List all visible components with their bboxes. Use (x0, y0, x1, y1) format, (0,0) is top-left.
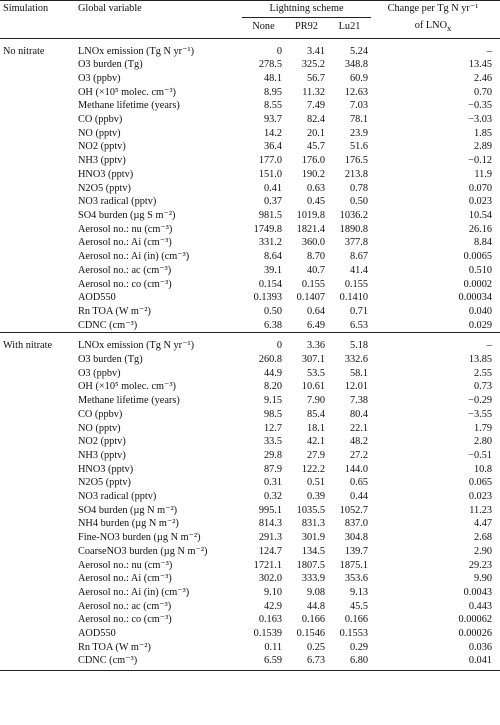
cell-lu21: 12.63 (344, 86, 368, 98)
cell-pr92: 42.1 (306, 436, 325, 448)
cell-none: 0.11 (264, 641, 282, 653)
cell-none: 981.5 (258, 209, 282, 221)
cell-change: 26.16 (468, 223, 492, 235)
cell-none: 44.9 (263, 367, 282, 379)
cell-pr92: 1807.5 (296, 559, 325, 571)
cell-change: 0.023 (468, 491, 492, 503)
table-row (0, 278, 500, 292)
cell-lu21: 353.6 (344, 573, 368, 585)
table-row (0, 422, 500, 436)
table-row (0, 195, 500, 209)
cell-lu21: 8.67 (349, 251, 368, 263)
cell-lu21: 1890.8 (339, 223, 368, 235)
cell-pr92: 6.49 (306, 319, 325, 331)
cell-change: 0.036 (468, 641, 492, 653)
cell-lu21: 23.9 (349, 127, 368, 139)
table-row (0, 367, 500, 381)
table-row (0, 435, 500, 449)
header-row-1 (0, 1, 500, 18)
cell-variable: Rn TOA (W m⁻²) (78, 641, 151, 653)
table-row (0, 250, 500, 264)
table-row (0, 45, 500, 59)
cell-pr92: 11.32 (302, 86, 325, 98)
table-row (0, 613, 500, 627)
cell-pr92: 176.0 (301, 155, 325, 167)
table-row (0, 99, 500, 113)
cell-change: −0.12 (468, 155, 492, 167)
cell-pr92: 0.39 (306, 491, 325, 503)
cell-change: 0.00034 (458, 292, 492, 304)
cell-lu21: 176.5 (344, 155, 368, 167)
cell-variable: Aerosol no.: Ai (in) (cm⁻³) (78, 251, 190, 263)
cell-variable: CoarseNO3 burden (µg N m⁻²) (78, 545, 208, 557)
cell-change: −3.03 (468, 114, 492, 126)
cell-change: 13.45 (468, 59, 492, 71)
cell-pr92: 122.2 (301, 463, 325, 475)
cell-change: 0.00026 (458, 628, 492, 640)
cell-none: 29.8 (263, 449, 282, 461)
cell-none: 302.0 (258, 573, 282, 585)
cell-none: 14.2 (263, 127, 282, 139)
cell-change: −3.55 (468, 408, 492, 420)
cell-variable: OH (×10⁵ molec. cm⁻³) (78, 381, 176, 393)
cell-pr92: 333.9 (301, 573, 325, 585)
cell-change: 8.84 (473, 237, 492, 249)
cell-pr92: 82.4 (306, 114, 325, 126)
cell-change: 0.029 (468, 319, 492, 331)
cell-change: 9.90 (473, 573, 492, 585)
cell-pr92: 7.90 (306, 395, 325, 407)
cell-lu21: 1052.7 (339, 504, 368, 516)
cell-none: 9.10 (263, 586, 282, 598)
table-row (0, 339, 500, 353)
cell-variable: NO (pptv) (78, 127, 121, 139)
header-scheme-lu21: Lu21 (338, 20, 361, 32)
cell-variable: Aerosol no.: co (cm⁻³) (78, 614, 172, 626)
table-row (0, 531, 500, 545)
cell-change: 13.85 (468, 354, 492, 366)
header-row-2 (0, 18, 500, 36)
table-row (0, 58, 500, 72)
cell-variable: CDNC (cm⁻³) (78, 655, 138, 667)
cell-pr92: 0.64 (306, 305, 325, 317)
cell-pr92: 85.4 (306, 408, 325, 420)
cell-change: 0.443 (468, 600, 492, 612)
table-row (0, 586, 500, 600)
section-label: No nitrate (3, 45, 45, 57)
table-row (0, 517, 500, 531)
table-row (0, 319, 500, 333)
cell-none: 6.38 (263, 319, 282, 331)
table-row (0, 559, 500, 573)
cell-variable: Aerosol no.: nu (cm⁻³) (78, 223, 173, 235)
cell-none: 260.8 (258, 354, 282, 366)
cell-pr92: 307.1 (301, 354, 325, 366)
cell-variable: Aerosol no.: ac (cm⁻³) (78, 264, 172, 276)
cell-change: 1.79 (473, 422, 492, 434)
cell-lu21: 22.1 (349, 422, 368, 434)
table-row (0, 72, 500, 86)
table-row (0, 209, 500, 223)
cell-pr92: 0.1407 (296, 292, 325, 304)
cell-change: 2.68 (473, 532, 492, 544)
cell-pr92: 0.63 (306, 182, 325, 194)
cell-pr92: 0.166 (301, 614, 325, 626)
cell-pr92: 8.70 (306, 251, 325, 263)
cell-pr92: 0.45 (306, 196, 325, 208)
cell-variable: AOD550 (78, 628, 116, 640)
cell-none: 12.7 (263, 422, 282, 434)
cell-pr92: 190.2 (301, 168, 325, 180)
table-row (0, 264, 500, 278)
cell-change: 0.00062 (458, 614, 492, 626)
cell-pr92: 831.3 (301, 518, 325, 530)
cell-pr92: 0.155 (301, 278, 325, 290)
cell-none: 48.1 (263, 72, 282, 84)
table-row (0, 463, 500, 477)
cell-variable: AOD550 (78, 292, 116, 304)
table-row (0, 236, 500, 250)
cell-pr92: 0.51 (306, 477, 325, 489)
cell-variable: SO4 burden (µg S m⁻²) (78, 209, 176, 221)
cell-none: 151.0 (258, 168, 282, 180)
cell-lu21: 6.80 (349, 655, 368, 667)
cell-lu21: 0.29 (349, 641, 368, 653)
cell-none: 291.3 (258, 532, 282, 544)
table-row (0, 154, 500, 168)
cell-none: 0.41 (263, 182, 282, 194)
cell-pr92: 134.5 (301, 545, 325, 557)
cell-none: 0.32 (263, 491, 282, 503)
cell-lu21: 1036.2 (339, 209, 368, 221)
cell-variable: CO (ppbv) (78, 114, 123, 126)
table-row (0, 86, 500, 100)
table-row (0, 113, 500, 127)
cell-variable: NH3 (pptv) (78, 155, 126, 167)
cell-none: 0.1393 (253, 292, 282, 304)
cell-none: 8.64 (263, 251, 282, 263)
cell-lu21: 60.9 (349, 72, 368, 84)
cell-none: 0 (276, 45, 282, 57)
cell-variable: Aerosol no.: ac (cm⁻³) (78, 600, 172, 612)
cell-pr92: 1019.8 (296, 209, 325, 221)
cell-change: 2.89 (473, 141, 492, 153)
cell-none: 8.55 (263, 100, 282, 112)
cell-lu21: 41.4 (349, 264, 368, 276)
table-row (0, 305, 500, 319)
cell-variable: Methane lifetime (years) (78, 395, 180, 407)
cell-pr92: 44.8 (306, 600, 325, 612)
cell-lu21: 0.155 (344, 278, 368, 290)
cell-lu21: 51.6 (349, 141, 368, 153)
cell-change: 0.070 (468, 182, 492, 194)
cell-variable: Rn TOA (W m⁻²) (78, 305, 151, 317)
cell-pr92: 325.2 (301, 59, 325, 71)
cell-lu21: 12.01 (344, 381, 368, 393)
cell-none: 0.37 (263, 196, 282, 208)
cell-pr92: 18.1 (306, 422, 325, 434)
cell-variable: Aerosol no.: Ai (cm⁻³) (78, 237, 172, 249)
cell-lu21: 0.78 (349, 182, 368, 194)
cell-none: 0 (276, 340, 282, 352)
section-label: With nitrate (3, 340, 53, 352)
table-row (0, 449, 500, 463)
cell-lu21: 0.44 (349, 491, 368, 503)
cell-none: 87.9 (263, 463, 282, 475)
cell-none: 0.163 (258, 614, 282, 626)
cell-lu21: 0.1410 (339, 292, 368, 304)
cell-lu21: 5.18 (349, 340, 368, 352)
cell-change: 2.80 (473, 436, 492, 448)
cell-change: 0.023 (468, 196, 492, 208)
cell-change: 4.47 (473, 518, 492, 530)
cell-none: 0.31 (263, 477, 282, 489)
table-row (0, 182, 500, 196)
cell-change: −0.51 (468, 449, 492, 461)
cell-lu21: 837.0 (344, 518, 368, 530)
cell-change: 0.0065 (463, 251, 492, 263)
cell-lu21: 0.71 (349, 305, 368, 317)
cell-variable: HNO3 (pptv) (78, 168, 134, 180)
cell-lu21: 48.2 (349, 436, 368, 448)
cell-change: −0.35 (468, 100, 492, 112)
cell-change: 0.510 (468, 264, 492, 276)
cell-change: 11.9 (474, 168, 492, 180)
cell-none: 33.5 (263, 436, 282, 448)
cell-variable: Aerosol no.: nu (cm⁻³) (78, 559, 173, 571)
cell-lu21: 7.03 (349, 100, 368, 112)
cell-none: 36.4 (263, 141, 282, 153)
cell-variable: HNO3 (pptv) (78, 463, 134, 475)
cell-pr92: 40.7 (306, 264, 325, 276)
cell-none: 42.9 (263, 600, 282, 612)
table-row (0, 572, 500, 586)
cell-lu21: 0.166 (344, 614, 368, 626)
cell-change: 10.54 (468, 209, 492, 221)
cell-none: 39.1 (263, 264, 282, 276)
cell-variable: N2O5 (pptv) (78, 477, 131, 489)
cell-variable: SO4 burden (µg N m⁻²) (78, 504, 178, 516)
cell-variable: LNOx emission (Tg N yr⁻¹) (78, 340, 195, 352)
table-row (0, 168, 500, 182)
cell-lu21: 7.38 (349, 395, 368, 407)
cell-variable: NO3 radical (pptv) (78, 491, 157, 503)
header-global-variable: Global variable (75, 1, 242, 18)
cell-lu21: 27.2 (349, 449, 368, 461)
cell-pr92: 20.1 (306, 127, 325, 139)
cell-none: 8.20 (263, 381, 282, 393)
cell-lu21: 9.13 (349, 586, 368, 598)
header-scheme-none: None (252, 20, 275, 32)
cell-none: 9.15 (263, 395, 282, 407)
cell-change: 0.065 (468, 477, 492, 489)
cell-variable: LNOx emission (Tg N yr⁻¹) (78, 45, 195, 57)
cell-none: 93.7 (263, 114, 282, 126)
table-row (0, 223, 500, 237)
cell-variable: O3 burden (Tg) (78, 59, 143, 71)
cell-lu21: 0.65 (349, 477, 368, 489)
cell-pr92: 0.1546 (296, 628, 325, 640)
cell-pr92: 27.9 (306, 449, 325, 461)
cell-none: 0.154 (258, 278, 282, 290)
table-row (0, 408, 500, 422)
cell-variable: NO2 (pptv) (78, 141, 126, 153)
cell-change: 2.46 (473, 72, 492, 84)
table-row (0, 476, 500, 490)
cell-variable: OH (×10⁵ molec. cm⁻³) (78, 86, 176, 98)
cell-variable: Aerosol no.: Ai (in) (cm⁻³) (78, 586, 190, 598)
cell-pr92: 0.25 (306, 641, 325, 653)
header-change: Change per Tg N yr⁻¹ (371, 1, 500, 18)
cell-lu21: 332.6 (344, 354, 368, 366)
cell-variable: CO (ppbv) (78, 408, 123, 420)
cell-change: 0.0002 (463, 278, 492, 290)
cell-pr92: 3.41 (306, 45, 325, 57)
table-row (0, 353, 500, 367)
table-row (0, 600, 500, 614)
cell-pr92: 10.61 (301, 381, 325, 393)
cell-lu21: 1875.1 (339, 559, 368, 571)
cell-lu21: 0.1553 (339, 628, 368, 640)
cell-none: 814.3 (258, 518, 282, 530)
table-row (0, 380, 500, 394)
table-row (0, 291, 500, 305)
cell-lu21: 213.8 (344, 168, 368, 180)
cell-none: 331.2 (258, 237, 282, 249)
table-row (0, 394, 500, 408)
cell-pr92: 1035.5 (296, 504, 325, 516)
cell-lu21: 144.0 (344, 463, 368, 475)
cell-pr92: 301.9 (301, 532, 325, 544)
cell-none: 177.0 (258, 155, 282, 167)
cell-lu21: 5.24 (349, 45, 368, 57)
table-row (0, 627, 500, 641)
section-no-nitrate (0, 38, 500, 332)
cell-variable: N2O5 (pptv) (78, 182, 131, 194)
cell-none: 995.1 (258, 504, 282, 516)
cell-none: 1721.1 (253, 559, 282, 571)
cell-lu21: 0.50 (349, 196, 368, 208)
cell-change: 0.040 (468, 305, 492, 317)
cell-change: 1.85 (473, 127, 492, 139)
cell-change: 0.73 (473, 381, 492, 393)
cell-pr92: 1821.4 (296, 223, 325, 235)
table-row (0, 127, 500, 141)
cell-variable: NH3 (pptv) (78, 449, 126, 461)
table-row (0, 504, 500, 518)
cell-lu21: 348.8 (344, 59, 368, 71)
table-row (0, 641, 500, 655)
header-lightning-scheme: Lightning scheme (242, 1, 371, 18)
cell-lu21: 304.8 (344, 532, 368, 544)
cell-pr92: 53.5 (306, 367, 325, 379)
cell-change: 0.70 (473, 86, 492, 98)
cell-lu21: 45.5 (349, 600, 368, 612)
header-simulation: Simulation (0, 1, 75, 18)
cell-pr92: 360.0 (301, 237, 325, 249)
table-row (0, 140, 500, 154)
cell-variable: O3 burden (Tg) (78, 354, 143, 366)
cell-none: 278.5 (258, 59, 282, 71)
cell-lu21: 80.4 (349, 408, 368, 420)
cell-lu21: 78.1 (349, 114, 368, 126)
table-row (0, 654, 500, 668)
cell-variable: NO3 radical (pptv) (78, 196, 157, 208)
cell-pr92: 3.36 (306, 340, 325, 352)
cell-none: 6.59 (263, 655, 282, 667)
section-with-nitrate (0, 332, 500, 670)
cell-change: 0.041 (468, 655, 492, 667)
cell-lu21: 139.7 (344, 545, 368, 557)
cell-change: 10.8 (473, 463, 492, 475)
table-row (0, 545, 500, 559)
cell-none: 0.50 (263, 305, 282, 317)
cell-pr92: 7.49 (306, 100, 325, 112)
cell-none: 98.5 (263, 408, 282, 420)
cell-change: – (486, 340, 492, 352)
cell-none: 1749.8 (253, 223, 282, 235)
cell-change: −0.29 (468, 395, 492, 407)
cell-none: 8.95 (263, 86, 282, 98)
header-change-unit: of $LNO_x$ (414, 19, 452, 33)
cell-change: – (486, 45, 492, 57)
cell-change: 0.0043 (463, 586, 492, 598)
cell-none: 0.1539 (253, 628, 282, 640)
cell-change: 11.23 (469, 504, 492, 516)
cell-variable: NO2 (pptv) (78, 436, 126, 448)
cell-variable: Aerosol no.: co (cm⁻³) (78, 278, 172, 290)
cell-none: 124.7 (258, 545, 282, 557)
header-scheme-pr92: PR92 (295, 20, 318, 32)
cell-change: 29.23 (468, 559, 492, 571)
cell-lu21: 58.1 (349, 367, 368, 379)
cell-variable: Aerosol no.: Ai (cm⁻³) (78, 573, 172, 585)
cell-variable: Fine-NO3 burden (µg N m⁻²) (78, 532, 201, 544)
cell-pr92: 6.73 (306, 655, 325, 667)
cell-pr92: 9.08 (306, 586, 325, 598)
cell-variable: NO (pptv) (78, 422, 121, 434)
cell-variable: O3 (ppbv) (78, 72, 121, 84)
cell-pr92: 56.7 (306, 72, 325, 84)
cell-variable: CDNC (cm⁻³) (78, 319, 138, 331)
cell-change: 2.90 (473, 545, 492, 557)
cell-variable: O3 (ppbv) (78, 367, 121, 379)
cell-variable: Methane lifetime (years) (78, 100, 180, 112)
cell-pr92: 45.7 (306, 141, 325, 153)
cell-lu21: 6.53 (349, 319, 368, 331)
cell-change: 2.55 (473, 367, 492, 379)
table-row (0, 490, 500, 504)
cell-variable: NH4 burden (µg N m⁻²) (78, 518, 179, 530)
cell-lu21: 377.8 (344, 237, 368, 249)
